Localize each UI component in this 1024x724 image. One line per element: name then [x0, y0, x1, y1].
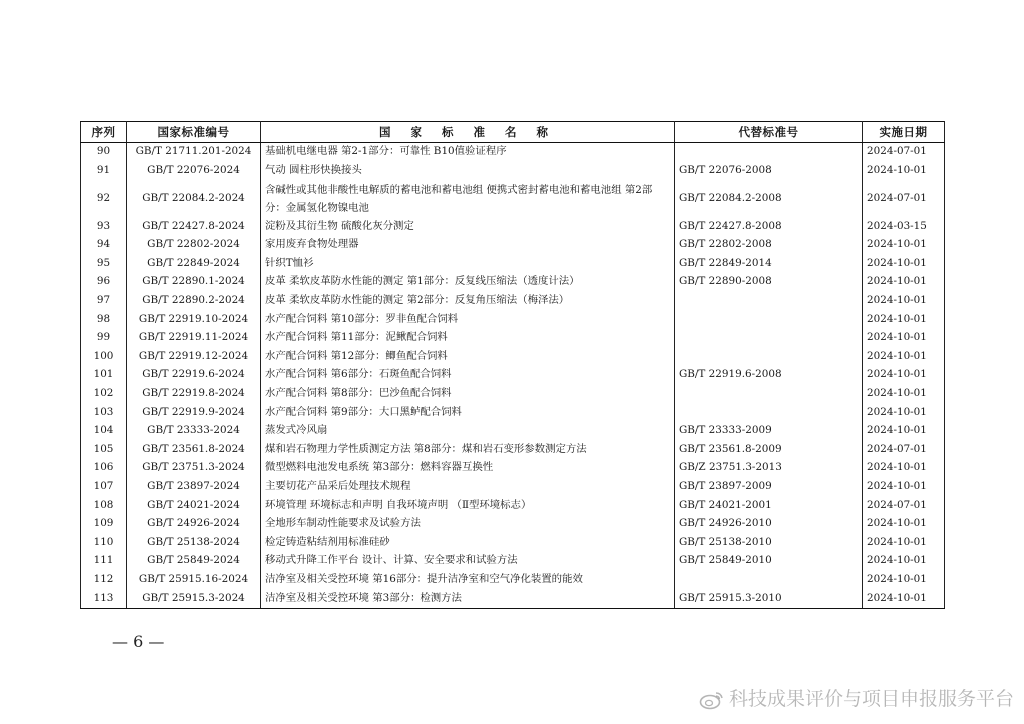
effective-date-cell: 2024-10-01	[863, 459, 945, 478]
standard-name-cell: 移动式升降工作平台 设计、计算、安全要求和试验方法	[261, 552, 675, 571]
serial-cell: 98	[81, 310, 127, 329]
serial-cell: 93	[81, 217, 127, 236]
replaced-standard-cell: GB/T 25138-2010	[675, 533, 863, 552]
replaced-standard-cell	[675, 292, 863, 311]
effective-date-cell: 2024-10-01	[863, 329, 945, 348]
table-row	[81, 589, 945, 608]
effective-date-cell: 2024-10-01	[863, 533, 945, 552]
serial-cell: 102	[81, 385, 127, 404]
serial-cell: 109	[81, 515, 127, 534]
replaced-standard-cell: GB/T 22919.6-2008	[675, 366, 863, 385]
effective-date-cell: 2024-10-01	[863, 310, 945, 329]
replaced-standard-cell: GB/T 23561.8-2009	[675, 440, 863, 459]
standard-name-cell: 煤和岩石物理力学性质测定方法 第8部分：煤和岩石变形参数测定方法	[261, 440, 675, 459]
serial-cell: 105	[81, 440, 127, 459]
standard-code-cell: GB/T 21711.201-2024	[127, 143, 261, 162]
serial-cell: 95	[81, 254, 127, 273]
standard-name-cell: 检定铸造粘结剂用标准硅砂	[261, 533, 675, 552]
serial-cell: 96	[81, 273, 127, 292]
standard-code-cell: GB/T 23897-2024	[127, 478, 261, 497]
serial-cell: 99	[81, 329, 127, 348]
effective-date-cell: 2024-10-01	[863, 254, 945, 273]
standard-name-cell: 蒸发式冷风扇	[261, 422, 675, 441]
serial-cell: 110	[81, 533, 127, 552]
table-row	[81, 310, 945, 329]
effective-date-cell: 2024-10-01	[863, 273, 945, 292]
table-row	[81, 292, 945, 311]
standard-name-cell: 水产配合饲料 第9部分：大口黑鲈配合饲料	[261, 403, 675, 422]
serial-cell: 94	[81, 236, 127, 255]
standard-name-cell: 含碱性或其他非酸性电解质的蓄电池和蓄电池组 便携式密封蓄电池和蓄电池组 第2部分：金属氢化物镍电池	[261, 180, 675, 217]
replaced-standard-cell: GB/T 25849-2010	[675, 552, 863, 571]
serial-cell: 100	[81, 347, 127, 366]
serial-cell: 108	[81, 496, 127, 515]
effective-date-cell: 2024-07-01	[863, 180, 945, 217]
header-replaced-standard: 代替标准号	[675, 122, 863, 143]
standard-name-cell: 洁净室及相关受控环境 第3部分：检测方法	[261, 589, 675, 608]
table-row	[81, 143, 945, 162]
serial-cell: 97	[81, 292, 127, 311]
replaced-standard-cell	[675, 329, 863, 348]
effective-date-cell: 2024-07-01	[863, 440, 945, 459]
table-row	[81, 403, 945, 422]
table-row	[81, 533, 945, 552]
standard-code-cell: GB/T 24926-2024	[127, 515, 261, 534]
standard-code-cell: GB/T 22849-2024	[127, 254, 261, 273]
standard-code-cell: GB/T 25915.16-2024	[127, 570, 261, 589]
standard-code-cell: GB/T 22890.2-2024	[127, 292, 261, 311]
header-row	[81, 122, 945, 143]
standard-code-cell: GB/T 22427.8-2024	[127, 217, 261, 236]
standard-name-cell: 水产配合饲料 第10部分：罗非鱼配合饲料	[261, 310, 675, 329]
table-row	[81, 162, 945, 181]
standard-name-cell: 全地形车制动性能要求及试验方法	[261, 515, 675, 534]
replaced-standard-cell	[675, 570, 863, 589]
standard-name-cell: 水产配合饲料 第11部分：泥鳅配合饲料	[261, 329, 675, 348]
table-row	[81, 254, 945, 273]
standard-code-cell: GB/T 22919.9-2024	[127, 403, 261, 422]
table-row	[81, 496, 945, 515]
standard-code-cell: GB/T 22919.6-2024	[127, 366, 261, 385]
weibo-logo-icon	[699, 690, 725, 710]
serial-cell: 92	[81, 180, 127, 217]
serial-cell: 104	[81, 422, 127, 441]
replaced-standard-cell: GB/T 22890-2008	[675, 273, 863, 292]
table-row	[81, 459, 945, 478]
serial-cell: 112	[81, 570, 127, 589]
effective-date-cell: 2024-10-01	[863, 236, 945, 255]
standard-code-cell: GB/T 25849-2024	[127, 552, 261, 571]
effective-date-cell: 2024-10-01	[863, 589, 945, 608]
standard-name-cell: 微型燃料电池发电系统 第3部分：燃料容器互换性	[261, 459, 675, 478]
serial-cell: 101	[81, 366, 127, 385]
standard-code-cell: GB/T 25915.3-2024	[127, 589, 261, 608]
page-number: — 6 —	[112, 632, 165, 651]
table-row	[81, 570, 945, 589]
effective-date-cell: 2024-03-15	[863, 217, 945, 236]
standard-name-cell: 淀粉及其衍生物 硫酸化灰分测定	[261, 217, 675, 236]
replaced-standard-cell	[675, 143, 863, 162]
standard-code-cell: GB/T 23751.3-2024	[127, 459, 261, 478]
serial-cell: 107	[81, 478, 127, 497]
effective-date-cell: 2024-10-01	[863, 552, 945, 571]
standard-name-cell: 主要切花产品采后处理技术规程	[261, 478, 675, 497]
standard-name-cell: 水产配合饲料 第6部分：石斑鱼配合饲料	[261, 366, 675, 385]
standard-code-cell: GB/T 23333-2024	[127, 422, 261, 441]
replaced-standard-cell: GB/T 22084.2-2008	[675, 180, 863, 217]
standard-name-cell: 皮革 柔软皮革防水性能的测定 第2部分：反复角压缩法（梅泽法）	[261, 292, 675, 311]
standard-name-cell: 基础机电继电器 第2-1部分：可靠性 B10值验证程序	[261, 143, 675, 162]
serial-cell: 106	[81, 459, 127, 478]
replaced-standard-cell: GB/T 25915.3-2010	[675, 589, 863, 608]
replaced-standard-cell: GB/T 22849-2014	[675, 254, 863, 273]
standard-code-cell: GB/T 22919.8-2024	[127, 385, 261, 404]
effective-date-cell: 2024-07-01	[863, 143, 945, 162]
table-header	[81, 122, 945, 143]
effective-date-cell: 2024-07-01	[863, 496, 945, 515]
header-standard-code: 国家标准编号	[127, 122, 261, 143]
table-row	[81, 478, 945, 497]
replaced-standard-cell	[675, 347, 863, 366]
replaced-standard-cell: GB/T 24021-2001	[675, 496, 863, 515]
standard-code-cell: GB/T 22919.11-2024	[127, 329, 261, 348]
serial-cell: 113	[81, 589, 127, 608]
table-row	[81, 385, 945, 404]
standard-code-cell: GB/T 22076-2024	[127, 162, 261, 181]
standard-name-cell: 皮革 柔软皮革防水性能的测定 第1部分：反复线压缩法（透度计法）	[261, 273, 675, 292]
table-row	[81, 440, 945, 459]
replaced-standard-cell	[675, 403, 863, 422]
standard-name-cell: 针织T恤衫	[261, 254, 675, 273]
table-row	[81, 347, 945, 366]
header-serial: 序列	[81, 122, 127, 143]
table-row	[81, 217, 945, 236]
standard-code-cell: GB/T 22084.2-2024	[127, 180, 261, 217]
replaced-standard-cell: GB/T 24926-2010	[675, 515, 863, 534]
standard-code-cell: GB/T 23561.8-2024	[127, 440, 261, 459]
standard-code-cell: GB/T 22919.12-2024	[127, 347, 261, 366]
serial-cell: 103	[81, 403, 127, 422]
table-body	[81, 143, 945, 609]
table-row	[81, 552, 945, 571]
replaced-standard-cell	[675, 385, 863, 404]
effective-date-cell: 2024-10-01	[863, 162, 945, 181]
table-row	[81, 329, 945, 348]
standard-name-cell: 水产配合饲料 第12部分：鲫鱼配合饲料	[261, 347, 675, 366]
table-row	[81, 366, 945, 385]
effective-date-cell: 2024-10-01	[863, 292, 945, 311]
standard-code-cell: GB/T 25138-2024	[127, 533, 261, 552]
table-row	[81, 422, 945, 441]
effective-date-cell: 2024-10-01	[863, 347, 945, 366]
header-effective-date: 实施日期	[863, 122, 945, 143]
table-row	[81, 236, 945, 255]
watermark-text: 科技成果评价与项目申报服务平台	[728, 688, 1014, 710]
standard-name-cell: 洁净室及相关受控环境 第16部分：提升洁净室和空气净化装置的能效	[261, 570, 675, 589]
effective-date-cell: 2024-10-01	[863, 570, 945, 589]
effective-date-cell: 2024-10-01	[863, 478, 945, 497]
replaced-standard-cell: GB/T 23333-2009	[675, 422, 863, 441]
replaced-standard-cell: GB/T 22802-2008	[675, 236, 863, 255]
effective-date-cell: 2024-10-01	[863, 385, 945, 404]
standard-code-cell: GB/T 22919.10-2024	[127, 310, 261, 329]
standard-name-cell: 环境管理 环境标志和声明 自我环境声明 （Ⅱ型环境标志）	[261, 496, 675, 515]
replaced-standard-cell: GB/T 22427.8-2008	[675, 217, 863, 236]
standard-name-cell: 家用废弃食物处理器	[261, 236, 675, 255]
table-row	[81, 515, 945, 534]
replaced-standard-cell	[675, 310, 863, 329]
serial-cell: 111	[81, 552, 127, 571]
header-standard-name: 国 家 标 准 名 称	[261, 122, 675, 143]
effective-date-cell: 2024-10-01	[863, 515, 945, 534]
replaced-standard-cell: GB/T 22076-2008	[675, 162, 863, 181]
standards-table	[80, 121, 945, 609]
serial-cell: 90	[81, 143, 127, 162]
effective-date-cell: 2024-10-01	[863, 403, 945, 422]
watermark	[699, 684, 1014, 711]
standard-code-cell: GB/T 22890.1-2024	[127, 273, 261, 292]
standard-code-cell: GB/T 24021-2024	[127, 496, 261, 515]
table-row	[81, 180, 945, 217]
standard-name-cell: 水产配合饲料 第8部分：巴沙鱼配合饲料	[261, 385, 675, 404]
standard-code-cell: GB/T 22802-2024	[127, 236, 261, 255]
standard-name-cell: 气动 圆柱形快换接头	[261, 162, 675, 181]
effective-date-cell: 2024-10-01	[863, 366, 945, 385]
table-row	[81, 273, 945, 292]
replaced-standard-cell: GB/Z 23751.3-2013	[675, 459, 863, 478]
serial-cell: 91	[81, 162, 127, 181]
effective-date-cell: 2024-10-01	[863, 422, 945, 441]
replaced-standard-cell: GB/T 23897-2009	[675, 478, 863, 497]
